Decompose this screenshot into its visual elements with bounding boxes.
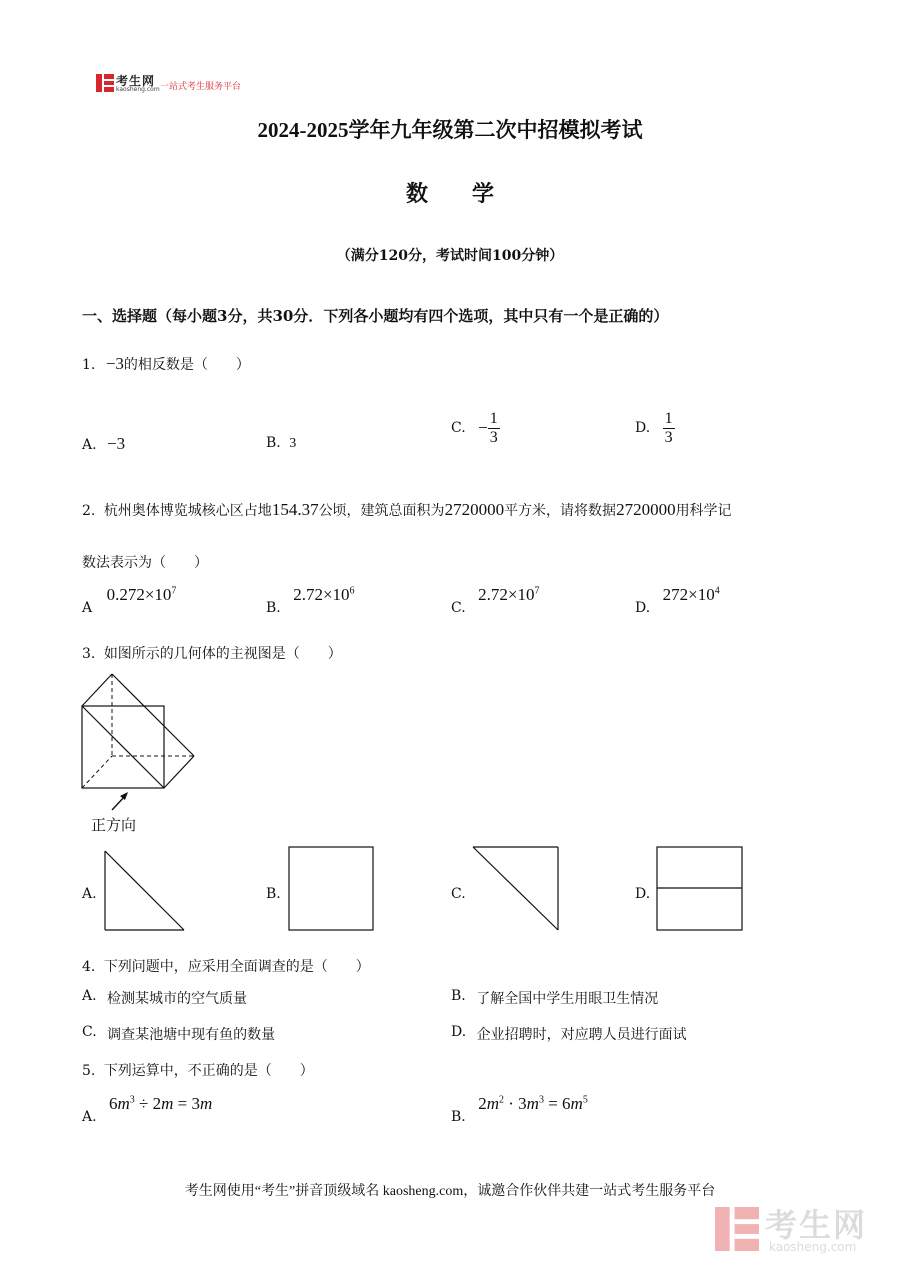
fraction-sign: −	[478, 418, 488, 438]
watermark-logo	[715, 1200, 885, 1260]
logo-tagline: 一站式考生服务平台	[160, 82, 242, 92]
option-label: C.	[82, 1024, 97, 1040]
option-label: B.	[451, 1109, 466, 1125]
option-label: B.	[266, 435, 281, 451]
watermark-brand: 考生网	[765, 1206, 868, 1244]
question-1	[82, 354, 250, 374]
option-text: 检测某城市的空气质量	[107, 991, 248, 1007]
section-heading: 一、选择题（每小题3分，共30分．下列各小题均有四个选项，其中只有一个是正确的）	[82, 307, 669, 325]
sci-base: 2.72×10	[293, 585, 350, 604]
option-text: 企业招聘时，对应聘人员进行面试	[476, 1027, 687, 1043]
q5-option-a[interactable]	[82, 1094, 213, 1125]
q4-option-d[interactable]	[451, 1024, 687, 1044]
q1-text: 的相反数是（ ）	[123, 357, 250, 373]
question-5	[82, 1060, 314, 1080]
q1-expression: −3	[105, 354, 124, 373]
q1-option-d[interactable]	[635, 410, 675, 446]
kaosheng-logo-icon	[96, 74, 114, 92]
sci-exponent: 6	[349, 585, 355, 597]
q3-option-a-label[interactable]: A.	[82, 886, 97, 902]
q4-option-b[interactable]	[451, 988, 658, 1008]
option-label: C.	[451, 600, 466, 616]
question-number: 4.	[82, 959, 96, 975]
option-label: D.	[635, 600, 651, 616]
q2-option-b[interactable]	[266, 585, 355, 616]
fraction	[663, 410, 675, 446]
q2-option-d[interactable]	[635, 585, 720, 616]
subject-title: 数 学	[405, 181, 494, 207]
footer-text: 考生网使用“考生”拼音顶级域名 kaosheng.com，诚邀合作伙伴共建一站式考生服务平台	[184, 1184, 716, 1199]
option-label: D.	[635, 420, 651, 437]
q3-option-a-figure[interactable]	[104, 850, 186, 932]
q3-option-b-label[interactable]: B.	[266, 886, 281, 902]
q2-number-3: 2720000	[616, 500, 676, 519]
option-label: A.	[82, 1109, 97, 1125]
q2-option-c[interactable]	[451, 585, 540, 616]
sci-base: 272×10	[662, 585, 715, 604]
q1-option-a[interactable]	[82, 434, 125, 454]
option-text: 调查某池塘中现有鱼的数量	[107, 1027, 276, 1043]
q2-number-2: 2720000	[444, 500, 505, 519]
q2-text-2: 公顷，建筑总面积为	[318, 503, 445, 519]
direction-label: 正方向	[91, 816, 137, 834]
q2-text-4: 用科学记	[675, 503, 732, 519]
question-number: 3.	[82, 646, 96, 662]
q2-text-3: 平方米，请将数据	[504, 503, 617, 519]
logo-brand-text: 考生网	[116, 74, 156, 88]
site-logo[interactable]	[96, 72, 266, 94]
option-value	[107, 585, 177, 604]
question-number: 2.	[82, 503, 96, 519]
question-number: 1.	[82, 357, 96, 373]
option-label: B.	[266, 600, 281, 616]
q1-option-b[interactable]	[266, 435, 296, 452]
option-value	[478, 585, 539, 604]
logo-domain-text: kaosheng.com	[116, 86, 160, 93]
q4-option-c[interactable]	[82, 1024, 275, 1044]
option-label: D.	[451, 1024, 467, 1040]
option-label: B.	[451, 988, 466, 1004]
sci-exponent: 4	[714, 585, 720, 597]
q4-option-a[interactable]	[82, 988, 247, 1008]
option-value: 3	[289, 436, 297, 451]
q3-text: 如图所示的几何体的主视图是（ ）	[103, 646, 342, 662]
fraction-denominator: 3	[664, 428, 673, 446]
sci-base: 2.72×10	[478, 585, 535, 604]
fraction	[488, 410, 500, 446]
arrow-icon	[108, 790, 132, 814]
q2-option-a[interactable]	[82, 585, 177, 616]
q3-option-d-label[interactable]: D.	[635, 886, 651, 902]
q3-option-d-figure[interactable]	[656, 846, 744, 932]
exam-title: 2024-2025学年九年级第二次中招模拟考试	[257, 118, 643, 142]
question-number: 5.	[82, 1063, 96, 1079]
fraction-numerator: 1	[664, 410, 673, 427]
option-value	[293, 585, 354, 604]
option-label: C.	[451, 420, 466, 437]
q1-option-c[interactable]	[451, 410, 500, 446]
option-label: A	[82, 600, 93, 616]
option-value	[663, 585, 720, 604]
kaosheng-watermark-icon	[715, 1206, 759, 1252]
option-text: 了解全国中学生用眼卫生情况	[476, 991, 659, 1007]
q3-option-c-figure[interactable]	[472, 846, 560, 932]
question-4	[82, 956, 370, 976]
sci-base: 0.272×10	[106, 585, 172, 604]
fraction-denominator: 3	[489, 428, 498, 446]
triangular-prism-figure	[78, 668, 203, 798]
question-2	[82, 500, 732, 520]
q5-text: 下列运算中，不正确的是（ ）	[103, 1063, 314, 1079]
question-3	[82, 643, 342, 663]
watermark-domain: kaosheng.com	[769, 1240, 857, 1254]
q2-number-1: 154.37	[271, 500, 319, 519]
q2-line-2: 数法表示为（ ）	[82, 555, 208, 571]
q2-text-1: 杭州奥体博览城核心区占地	[103, 503, 272, 519]
fraction-numerator: 1	[489, 410, 498, 427]
sci-exponent: 7	[171, 585, 177, 597]
option-value: −3	[107, 434, 126, 453]
option-label: A.	[82, 437, 97, 453]
q5-option-b[interactable]	[451, 1094, 588, 1125]
q5-option-a-formula: $6m^3 \div 2m = 3m$	[109, 1094, 213, 1113]
q3-option-b-figure[interactable]	[288, 846, 374, 932]
q5-option-b-formula: $2m^2 \cdot 3m^3 = 6m^5$	[478, 1094, 588, 1113]
exam-info: （满分120分，考试时间100分钟）	[336, 248, 564, 264]
q3-option-c-label[interactable]: C.	[451, 886, 466, 902]
option-label: A.	[82, 988, 97, 1004]
q4-text: 下列问题中，应采用全面调查的是（ ）	[103, 959, 370, 975]
sci-exponent: 7	[534, 585, 540, 597]
